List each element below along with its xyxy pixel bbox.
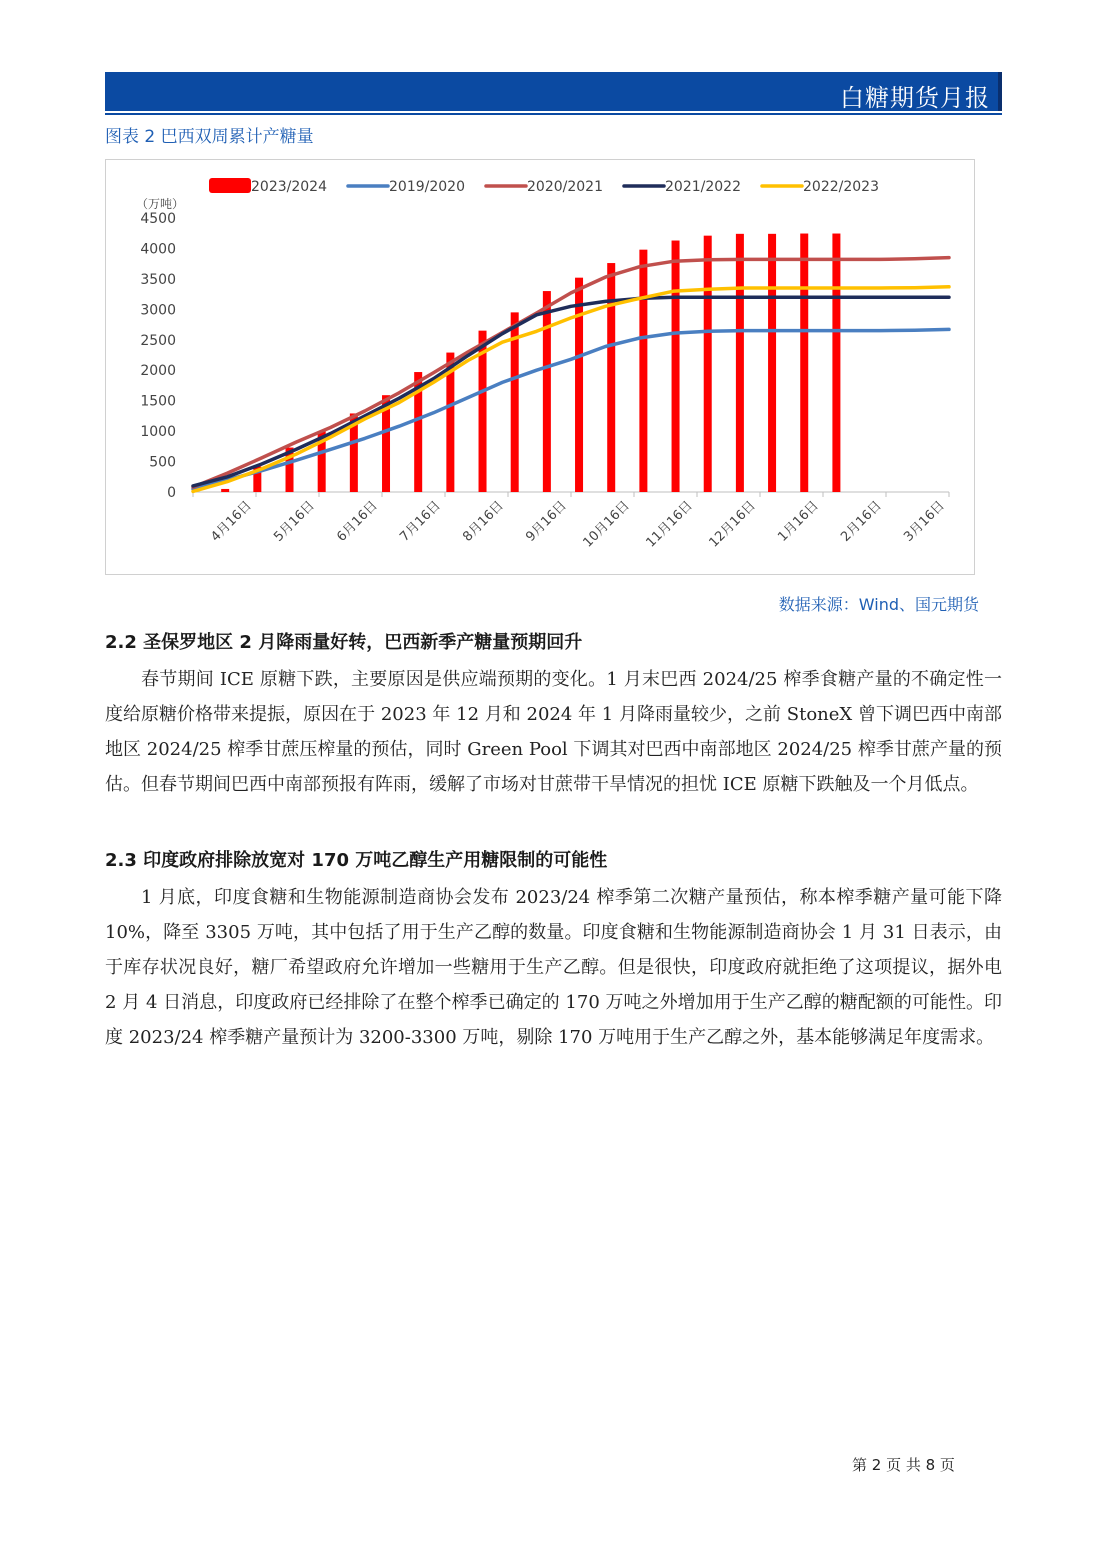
x-tick-label: 9月16日 xyxy=(523,498,570,545)
x-tick-label: 6月16日 xyxy=(334,498,381,545)
y-axis-unit-label: （万吨） xyxy=(136,197,185,211)
y-tick-label: 2500 xyxy=(140,332,176,349)
bar-2023-2024 xyxy=(768,234,776,492)
legend-swatch-bar xyxy=(209,178,251,193)
legend-label: 2021/2022 xyxy=(665,179,741,195)
header-rule xyxy=(105,113,1002,115)
bar-2023-2024 xyxy=(575,278,583,492)
x-tick-label: 11月16日 xyxy=(643,498,696,551)
x-tick-label: 3月16日 xyxy=(901,498,948,545)
bar-2023-2024 xyxy=(736,234,744,492)
bar-2023-2024 xyxy=(672,241,680,492)
y-tick-label: 1500 xyxy=(140,393,176,410)
data-source: 数据来源：Wind、国元期货 xyxy=(778,595,979,614)
legend-label: 2020/2021 xyxy=(527,179,603,195)
bar-2023-2024 xyxy=(221,489,229,492)
x-tick-label: 4月16日 xyxy=(208,498,255,545)
bar-2023-2024 xyxy=(800,234,808,492)
bar-2023-2024 xyxy=(832,234,840,492)
y-tick-label: 0 xyxy=(167,485,176,501)
section-body-2-2: 春节期间 ICE 原糖下跌，主要原因是供应端预期的变化。1 月末巴西 2024/25 榨季食糖产量的不确定性一度给原糖价格带来提振，原因在于 2023 年 12 月和 2024 年 1 月降雨量较少，之前 StoneX 曾下调巴西中南部地区 2024/25 榨季甘蔗压榨量的预估，同时 Green Pool 下调其对巴西中南部地区 2024/25 榨季甘蔗产量的预估。但春节期间巴西中南部预报有阵雨，缓解了市场对甘蔗带干旱情况的担忧 ICE 原糖下跌触及一个月低点。 xyxy=(105,669,1002,795)
bar-2023-2024 xyxy=(543,291,551,492)
x-tick-label: 8月16日 xyxy=(460,498,507,545)
y-tick-label: 4500 xyxy=(140,211,176,227)
section-heading-2-3: 2.3 印度政府排除放宽对 170 万吨乙醇生产用糖限制的可能性 xyxy=(105,850,608,871)
x-tick-label: 1月16日 xyxy=(775,498,822,545)
y-tick-label: 3500 xyxy=(140,271,176,288)
bar-2023-2024 xyxy=(607,263,615,492)
x-tick-label: 5月16日 xyxy=(271,498,318,545)
y-tick-label: 4000 xyxy=(140,241,176,258)
figure-caption: 图表 2 巴西双周累计产糖量 xyxy=(105,127,314,147)
y-tick-label: 500 xyxy=(149,454,176,471)
section-body-2-3: 1 月底，印度食糖和生物能源制造商协会发布 2023/24 榨季第二次糖产量预估，称本榨季糖产量可能下降 10%，降至 3305 万吨，其中包括了用于生产乙醇的数量。印度食糖和生物能源制造商协会 1 月 31 日表示，由于库存状况良好，糖厂希望政府允许增加一些糖用于生产乙醇。但是很快，印度政府就拒绝了这项提议，据外电 2 月 4 日消息，印度政府已经排除了在整个榨季已确定的 170 万吨之外增加用于生产乙醇的糖配额的可能性。印度 2023/24 榨季糖产量预计为 3200-3300 万吨，剔除 170 万吨用于生产乙醇之外，基本能够满足年度需求。 xyxy=(105,887,1002,1048)
report-title: 白糖期货月报 xyxy=(840,84,990,112)
sugar-production-chart xyxy=(106,160,974,574)
bar-2023-2024 xyxy=(639,250,647,492)
legend-label: 2023/2024 xyxy=(251,179,327,195)
x-tick-label: 2月16日 xyxy=(838,498,885,545)
x-tick-label: 12月16日 xyxy=(706,498,759,551)
legend-label: 2022/2023 xyxy=(803,179,879,195)
bar-2023-2024 xyxy=(704,236,712,492)
y-tick-label: 2000 xyxy=(140,363,176,380)
x-tick-label: 10月16日 xyxy=(580,498,633,551)
page-number: 第 2 页 共 8 页 xyxy=(852,1456,955,1474)
legend-label: 2019/2020 xyxy=(389,179,465,195)
y-tick-label: 3000 xyxy=(140,302,176,319)
chart-container xyxy=(105,159,975,575)
x-tick-label: 7月16日 xyxy=(397,498,444,545)
section-heading-2-2: 2.2 圣保罗地区 2 月降雨量好转，巴西新季产糖量预期回升 xyxy=(105,632,583,653)
header-bar xyxy=(105,72,1002,111)
y-tick-label: 1000 xyxy=(140,424,176,441)
